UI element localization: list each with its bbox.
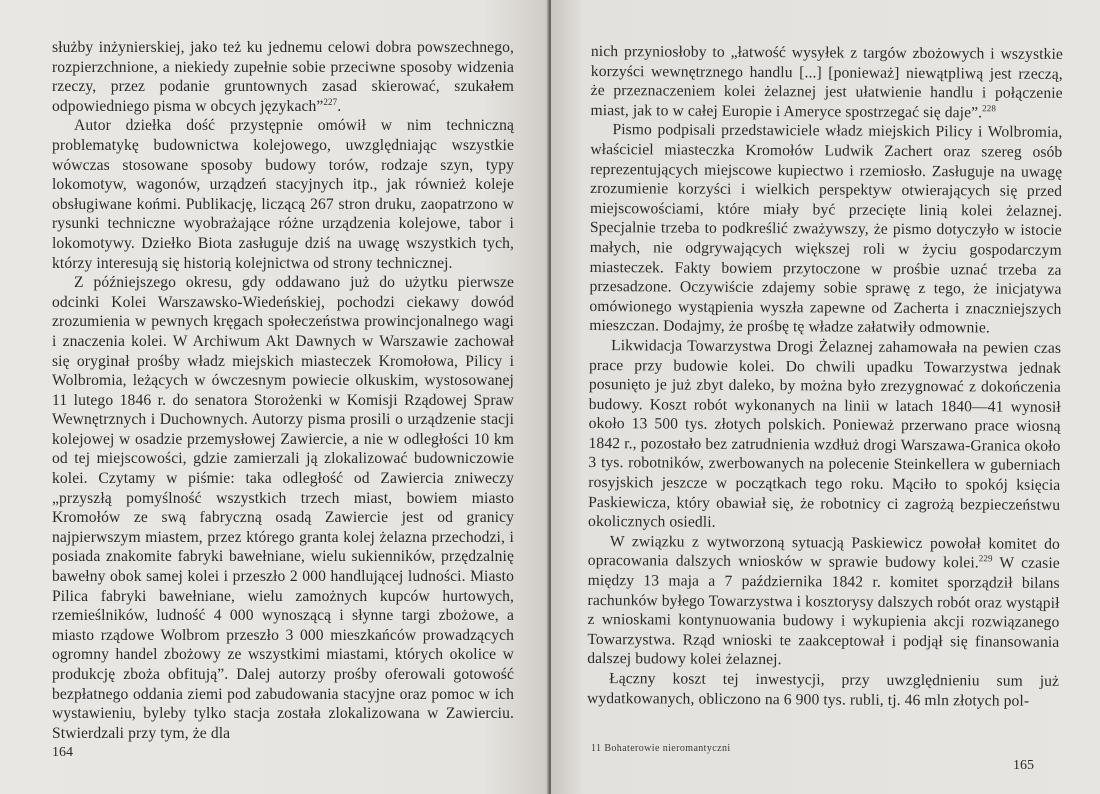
left-page: [0, 0, 549, 794]
paragraph: służby inżynierskiej, jako też ku jednemu celowi dobra powszechnego, rozpierzchnione, a niekiedy zupełnie sobie przeciwne sposoby widzenia rzeczy, przez podanie gruntownych zasad skierować, szukałem odpowiedniego pisma w obcych językach”$^{227}$.: [52, 39, 514, 115]
page-number: 165: [1013, 758, 1034, 773]
paragraph: Likwidacja Towarzystwa Drogi Żelaznej zahamowała na pewien czas prace przy budowie kolei. Do chwili upadku Towarzystwa jednak posunięto je już zbyt daleko, by można było zrezygnować z dokończenia budowy. Koszt robót wykonanych na linii w latach 1840—41 wynosił około 13 500 tys. złotych polskich. Ponieważ przerwano prace wiosną 1842 r., pozostało bez zatrudnienia wzdłuż drogi Warszawa-Granica około 3 tys. robotników, zwerbowanych na polecenie Steinkellera w guberniach rosyjskich jeszcze w początkach tego roku. Mąciło to spokój księcia Paskiewicza, który obawiał się, że robotnicy ci zagrożą bezpieczeństwu okolicznych osiedli.: [588, 337, 1062, 532]
left-page-text: [52, 38, 514, 743]
paragraph: Łączny koszt tej inwestycji, przy uwzględnieniu sum już wydatkowanych, obliczono na 6 900 tys. rubli, tj. 46 mln złotych pol-: [586, 670, 1060, 710]
paragraph: Z późniejszego okresu, gdy oddawano już do użytku pierwsze odcinki Kolei Warszawsko-Wiedeńskiej, pochodzi ciekawy dowód zrozumienia w pewnych kręgach społeczeństwa prowincjonalnego wagi i znaczenia kolei. W Archiwum Akt Dawnych w Warszawie zachował się oryginał prośby władz miejskich miasteczek Kromołowa, Pilicy i Wolbromia, leżących w ówczesnym powiecie olkuskim, wystosowanej 11 lutego 1846 r. do senatora Storożenki w Komisji Rządowej Spraw Wewnętrznych i Duchownych. Autorzy pisma prosili o urządzenie stacji kolejowej w osadzie przemysłowej Zawiercie, a nie w odległości 10 km od tej miejscowości, gdzie zamierzali ją zlokalizować budowniczowie kolei. Czytamy w piśmie: taka odległość od Zawiercia zniweczy „przyszłą pomyślność wszystkich trzech miast, bowiem miasto Kromołów ze swą fabryczną osadą Zawiercie jest od granicy najpierwszym miastem, przez którego granta kolej żelazna przechodzi, i posiada znakomite fabryki bawełniane, wielu sukienników, przędzalnię bawełny obok samej kolei i przeszło 2 000 handlującej ludności. Miasto Pilica fabryki bawełniane, wielu zamożnych kupców hurtowych, rzemieślników, ludność 4 000 wynoszącą i słynne targi zbożowe, a miasto rządowe Wolbrom przeszło 3 000 mieszkańców prowadzących ogromny handel zbożowy ze wszystkimi miastami, których okolice w produkcję zboża obfitują”. Dalej autorzy prośby oferowali gotowość bezpłatnego oddania ziemi pod zabudowania stacyjne oraz pomoc w ich wystawieniu, byleby tylko stacja została zlokalizowana w Zawierciu. Stwierdzali przy tym, że dla: [52, 274, 514, 742]
paragraph: W związku z wytworzoną sytuacją Paskiewicz powołał komitet do opracowania dalszych wniosków w sprawie budowy kolei.$^{229}$ W czasie między 13 maja a 7 października 1842 r. komitet sporządził bilans rachunków byłego Towarzystwa i kosztorysy dalszych robót oraz wystąpił z wnioskami kontynuowania budowy i wykupienia akcji rozwiązanego Towarzystwa. Rząd wnioski te zaakceptował i podjął się finansowania dalszej budowy kolei żelaznej.: [587, 532, 1060, 669]
right-page: [551, 0, 1100, 794]
paragraph: nich przyniosłoby to „łatwość wysyłek z targów zbożowych i wszystkie korzyści wewnętrznego handlu [...] [ponieważ] niewątpliwą jest rzeczą, że przeznaczeniem kolei żelaznej jest ułatwienie handlu i połączenie miast, jak to w całej Europie i Ameryce spostrzegać się daje”.$^{228}$: [590, 42, 1063, 122]
right-page-text: [587, 42, 1063, 711]
paragraph: Autor dziełka dość przystępnie omówił w nim techniczną problematykę budownictwa kolejowego, uwzględniając wszystkie wówczas stosowane sposoby budowy torów, rodzaje szyn, typy lokomotyw, wagonów, urządzeń stacyjnych itp., jak również koleje obsługiwane końmi. Publikację, liczącą 267 stron druku, zaopatrzono w rysunki techniczne wyobrażające różne urządzenia kolejowe, tabor i lokomotywy. Dziełko Biota zasługuje dziś na uwagę wszystkich tych, którzy interesują się historią kolejnictwa od strony technicznej.: [52, 117, 514, 272]
page-number: 164: [52, 745, 73, 760]
signature-mark: 11 Bohaterowie nieromantyczni: [591, 743, 731, 754]
paragraph: Pismo podpisali przedstawiciele władz miejskich Pilicy i Wolbromia, właściciel miasteczka Kromołów Ludwik Zachert oraz szereg osób reprezentujących miejscowe kupiectwo i rzemiosło. Zasługuje na uwagę zrozumienie korzyści i wielkich perspektyw otwierających się przed miejscowościami, które miały być przecięte linią kolei żelaznej. Specjalnie trzeba to podkreślić zważywszy, że pismo dotyczyło w istocie małych, nie odgrywających większej roli w życiu gospodarczym miasteczek. Fakty bowiem przytoczone w prośbie uznać trzeba za przesadzone. Oczywiście zdajemy sobie sprawę z tego, że inicjatywa omówionego wystąpienia wyszła zapewne od Zacherta i znaczniejszych mieszczan. Dodajmy, że prośbę tę władze załatwiły odmownie.: [589, 121, 1063, 337]
